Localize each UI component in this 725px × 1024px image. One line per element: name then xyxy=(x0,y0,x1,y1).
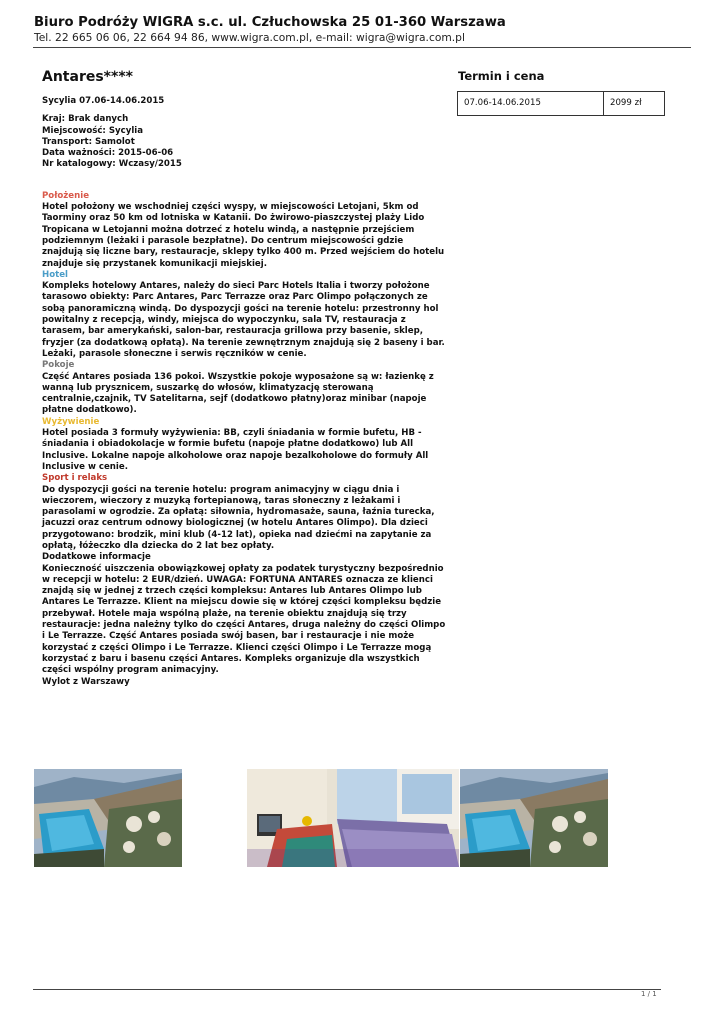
header-divider xyxy=(33,47,691,48)
departure-info: Wylot z Warszawy xyxy=(42,676,130,687)
offer-description xyxy=(42,96,447,688)
offer-subtitle: Sycylia 07.06-14.06.2015 xyxy=(42,96,165,106)
footer-divider xyxy=(33,989,661,990)
section-body-rooms: Część Antares posiada 136 pokoi. Wszystkie pokoje wyposażone są w: łazienkę z wanną lub prysznicem, suszarkę do włosów, klimatyzację sterowaną centralnie,czajnik, TV Satelitarna, sejf (dodatkowo płatny)oraz minibar (napoje płatne dodatkowo). xyxy=(42,371,434,416)
section-heading-hotel: Hotel xyxy=(42,269,68,280)
detail-country: Kraj: Brak danych xyxy=(42,114,129,125)
price-amount: 2099 zł xyxy=(610,98,642,108)
detail-transport: Transport: Samolot xyxy=(42,136,135,147)
section-heading-meals: Wyżywienie xyxy=(42,416,100,427)
section-body-location: Hotel położony we wschodniej części wyspy, w miejscowości Letojani, 5km od Taorminy oraz 50 km od lotniska w Katanii. Do żwirowo-piaszczystej plaży Lido Tropicana w Letojanni można dotrzeć z hotelu windą, a następnie przejściem podziemnym (leżaki i parasole bezpłatne). Do centrum miejscowości gdzie znajdują się liczne bary, restauracje, sklepy tylko 400 m. Przed wejściem do hotelu znajduje się przystanek komunikacji miejskiej. xyxy=(42,202,445,269)
pricing-heading: Termin i cena xyxy=(458,69,545,83)
section-heading-additional-info: Dodatkowe informacje xyxy=(42,552,151,563)
section-heading-sport: Sport i relaks xyxy=(42,473,108,484)
pool-terrace-photo xyxy=(34,769,182,867)
offer-title: Antares**** xyxy=(42,69,133,85)
price-table xyxy=(457,91,665,116)
section-body-additional-info: Konieczność uiszczenia obowiązkowej opłaty za podatek turystyczny bezpośrednio w recepcji w hotelu: 2 EUR/dzień. UWAGA: FORTUNA ANTARES oznacza ze klienci znajdą się w jednej z trzech części kompleksu: Antares lub Antares Olimpo lub Antares Le Terrazze. Klient na miejscu dowie się w której części kompleksu będzie przebywał. Hotele maja wspólną plaże, na terenie obiektu znajdują się trzy restauracje: jedna należny tylko do części Antares, druga należny do części Olimpo i Le Terrazze. Część Antares posiada swój basen, bar i restauracje i nie może korzystać z części Olimpo i Le Terrazze. Klienci części Olimpo i Le Terrazze mogą korzystać z baru i basenu części Antares. Kompleks organizuje dla wszystkich części wspólny program animacyjny. xyxy=(42,563,446,676)
section-heading-rooms: Pokoje xyxy=(42,360,75,371)
page-number: 1 / 1 xyxy=(641,990,657,998)
section-heading-location: Położenie xyxy=(42,190,90,201)
detail-catalog-number: Nr katalogowy: Wczasy/2015 xyxy=(42,159,182,170)
pool-terrace-photo xyxy=(460,769,608,867)
detail-location: Miejscowość: Sycylia xyxy=(42,125,144,136)
page-header xyxy=(34,14,694,45)
company-name: Biuro Podróży WIGRA s.c. ul. Człuchowska 25 01-360 Warszawa xyxy=(34,15,506,30)
hotel-room-photo xyxy=(247,769,459,867)
section-body-sport: Do dyspozycji gości na terenie hotelu: program animacyjny w ciągu dnia i wieczorem, wieczory z muzyką fortepianową, taras słoneczny z leżakami i parasolami w ogrodzie. Za opłatą: siłownia, hydromasaże, sauna, łaźnia turecka, jacuzzi oraz centrum odnowy biologicznej (w hotelu Antares Olimpo). Dla dzieci przygotowano: brodzik, mini klub (4-12 lat), opieka nad dziećmi na zapytanie za opłatą, łóżeczko dla dziecka do 2 lat bez opłaty. xyxy=(42,484,435,551)
price-date: 07.06-14.06.2015 xyxy=(458,92,604,115)
detail-valid-date: Data ważności: 2015-06-06 xyxy=(42,148,174,159)
section-body-meals: Hotel posiada 3 formuły wyżywienia: BB, czyli śniadania w formie bufetu, HB - śniadania i obiadokolacje w formie bufetu (napoje płatne dodatkowo) lub All Inclusive. Lokalne napoje alkoholowe oraz napoje bezalkoholowe do formuły All Inclusive w cenie. xyxy=(42,428,429,472)
offer-details xyxy=(42,114,447,170)
company-contact: Tel. 22 665 06 06, 22 664 94 86, www.wigra.com.pl, e-mail: wigra@wigra.com.pl xyxy=(34,31,465,44)
section-body-hotel: Kompleks hotelowy Antares, należy do sieci Parc Hotels Italia i tworzy położone tarasowo obiekty: Parc Antares, Parc Terrazze oraz Parc Olimpo połączonych ze sobą panoramiczną windą. Do dyspozycji gości na terenie hotelu: przestronny hol powitalny z recepcją, windy, miejsca do wypoczynku, sala TV, restauracja z tarasem, bar amerykański, salon-bar, restauracja grillowa przy basenie, sklep, fryzjer (za dodatkową opłatą). Na terenie zewnętrznym znajdują się 2 baseny i bar. Leżaki, parasole słoneczne i serwis ręczników w cenie. xyxy=(42,281,445,359)
